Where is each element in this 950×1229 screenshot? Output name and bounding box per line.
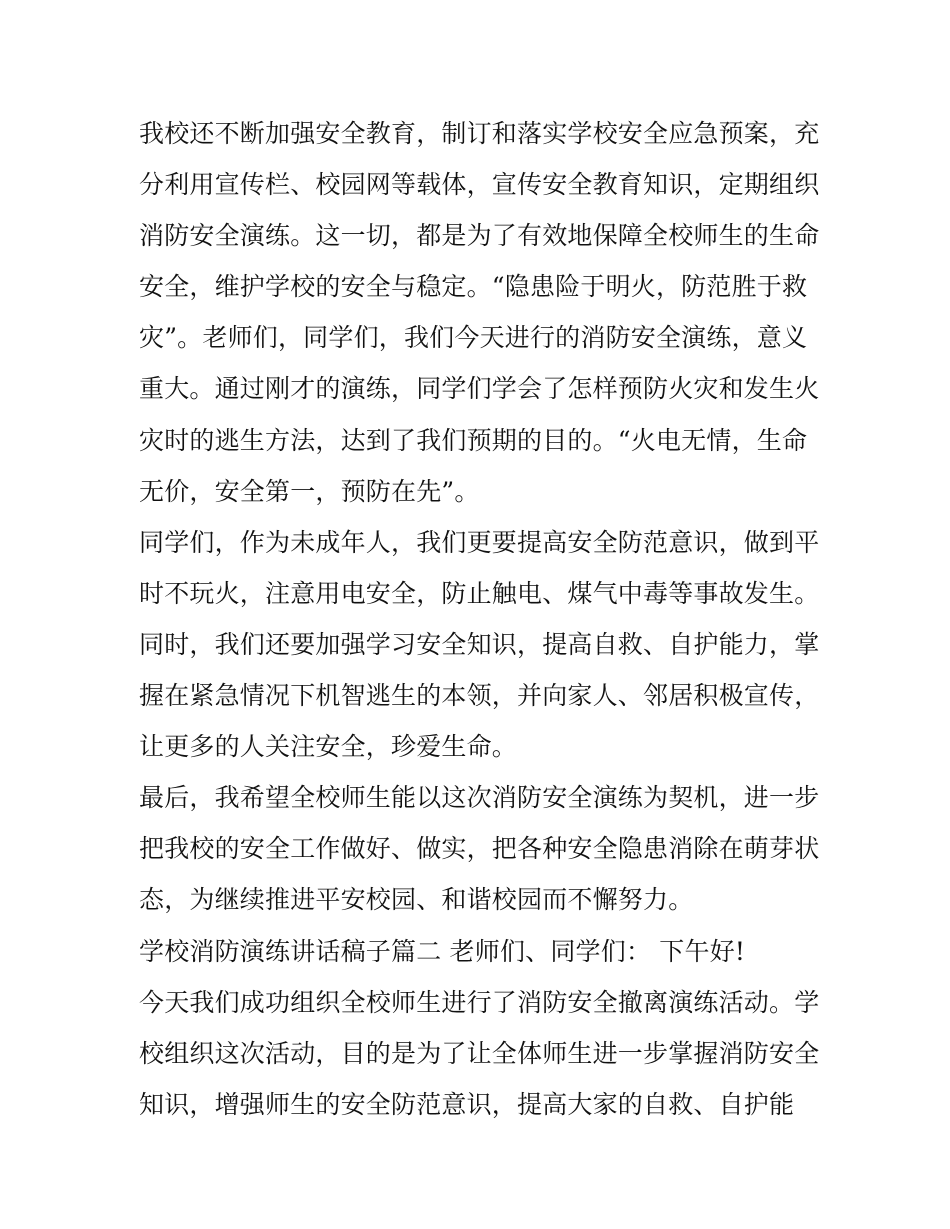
text-line: 我校还不断加强安全教育，制订和落实学校安全应急预案，充 <box>139 119 820 148</box>
text-line: 重大。通过刚才的演练，同学们学会了怎样预防火灾和发生火 <box>139 374 820 404</box>
text-line: 同学们，作为未成年人，我们更要提高安全防范意识，做到平 <box>139 527 820 557</box>
section-heading-line: 学校消防演练讲话稿子篇二 老师们、同学们： 下午好! <box>139 936 746 966</box>
text-line: 时不玩火，注意用电安全，防止触电、煤气中毒等事故发生。 <box>139 578 820 608</box>
text-line: 同时，我们还要加强学习安全知识，提高自救、自护能力，掌 <box>139 629 820 659</box>
text-line: 最后，我希望全校师生能以这次消防安全演练为契机，进一步 <box>139 783 820 813</box>
text-line: 知识，增强师生的安全防范意识，提高大家的自救、自护能 <box>139 1089 795 1119</box>
document-body <box>139 108 819 1130</box>
text-line: 态，为继续推进平安校园、和谐校园而不懈努力。 <box>139 885 694 915</box>
text-line: 校组织这次活动，目的是为了让全体师生进一步掌握消防安全 <box>139 1038 820 1068</box>
text-line: 灾时的逃生方法，达到了我们预期的目的。“火电无情，生命 <box>139 425 808 455</box>
text-line: 握在紧急情况下机智逃生的本领，并向家人、邻居积极宣传， <box>139 681 820 711</box>
text-line: 把我校的安全工作做好、做实，把各种安全隐患消除在萌芽状 <box>139 834 820 864</box>
text-line: 消防安全演练。这一切，都是为了有效地保障全校师生的生命 <box>139 221 820 251</box>
text-line: 让更多的人关注安全，珍爱生命。 <box>139 732 518 762</box>
text-line: 灾”。老师们，同学们，我们今天进行的消防安全演练，意义 <box>139 323 808 353</box>
text-line: 无价，安全第一，预防在先”。 <box>139 476 480 506</box>
text-line: 今天我们成功组织全校师生进行了消防安全撤离演练活动。学 <box>139 987 820 1017</box>
text-line: 安全，维护学校的安全与稳定。“隐患险于明火，防范胜于救 <box>139 272 808 302</box>
text-line: 分利用宣传栏、校园网等载体，宣传安全教育知识，定期组织 <box>139 170 820 200</box>
